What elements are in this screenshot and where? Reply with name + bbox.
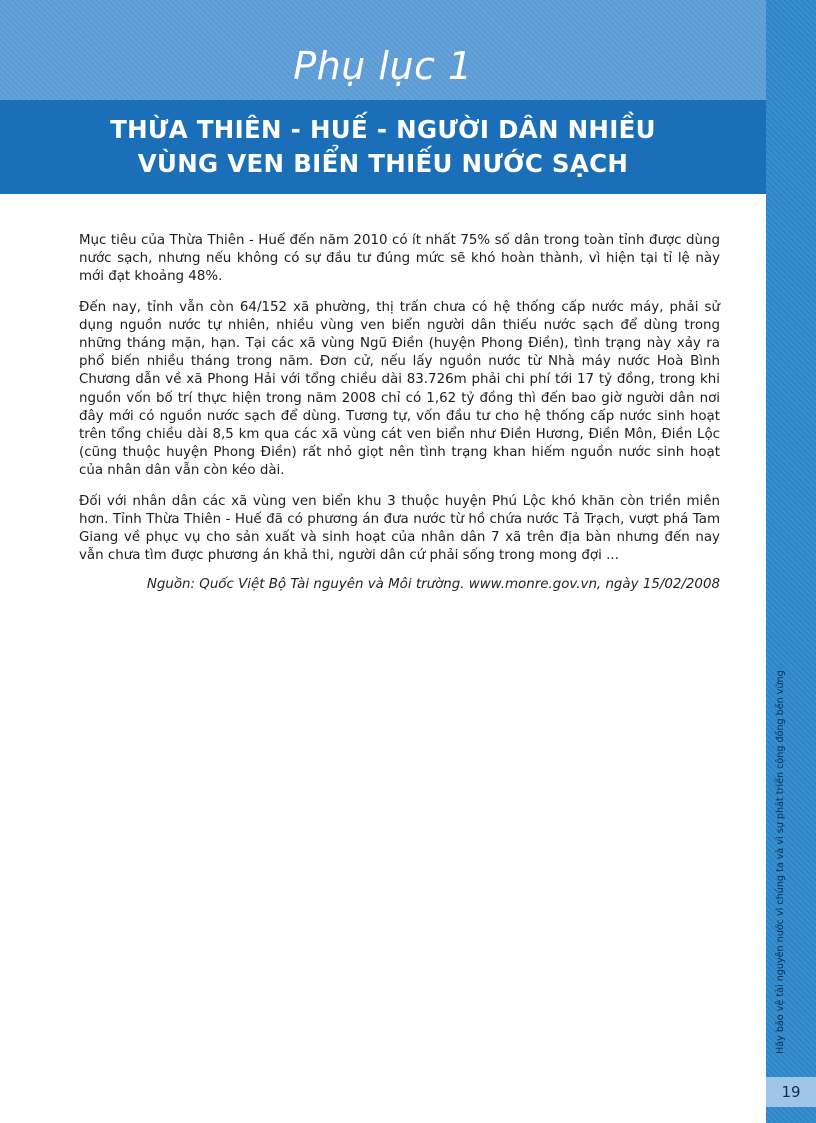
side-bar — [766, 0, 816, 1123]
page-number: 19 — [781, 1083, 801, 1101]
source-citation: Nguồn: Quốc Việt Bộ Tài nguyên và Môi trường. www.monre.gov.vn, ngày 15/02/2008 — [146, 577, 720, 593]
page-title-line-1: THỪA THIÊN - HUẾ - NGƯỜI DÂN NHIỀU — [110, 115, 656, 144]
title-band — [0, 100, 766, 194]
appendix-label: Phụ lục 1 — [293, 44, 473, 88]
paragraph-3: Đối với nhân dân các xã vùng ven biển khu 3 thuộc huyện Phú Lộc khó khăn còn triền miên hơn. Tỉnh Thừa Thiên - Huế đã có phương án đưa nước từ hồ chứa nước Tả Trạch, vượt phá Tam Giang về phục vụ cho sản xuất và sinh hoạt của nhân dân 7 xã trên địa bàn nhưng đến nay vẫn chưa tìm được phương án khả thi, người dân cứ phải sống trong mong đợi ... — [79, 493, 720, 564]
page-title-line-2: VÙNG VEN BIỂN THIẾU NƯỚC SẠCH — [137, 149, 629, 178]
paragraph-1: Mục tiêu của Thừa Thiên - Huế đến năm 2010 có ít nhất 75% số dân trong toàn tỉnh được dùng nước sạch, nhưng nếu không có sự đầu tư đúng mức sẽ khó hoàn thành, vì hiện tại tỉ lệ này mới đạt khoảng 48%. — [79, 233, 720, 285]
side-bar-slogan: Hãy bảo vệ tài nguyên nước vì chúng ta và vì sự phát triển cộng đồng bền vững — [775, 670, 786, 1054]
paragraph-2: Đến nay, tỉnh vẫn còn 64/152 xã phường, thị trấn chưa có hệ thống cấp nước máy, phải sử dụng nguồn nước tự nhiên, nhiều vùng ven biển người dân thiếu nước sạch để dùng trong những tháng mặn, hạn. Tại các xã vùng Ngũ Điền (huyện Phong Điền), tình trạng này xảy ra phổ biến nhiều tháng trong năm. Đơn cử, nếu lấy nguồn nước từ Nhà máy nước Hoà Bình Chương dẫn về xã Phong Hải với tổng chiều dài 83.726m phải chi phí tới 17 tỷ đồng, trong khi nguồn vốn bố trí thực hiện trong năm 2008 chỉ có 1,62 tỷ đồng thì đến bao giờ người dân nơi đây mới có nguồn nước sạch để dùng. Tương tự, vốn đầu tư cho hệ thống cấp nước sinh hoạt trên tổng chiều dài 8,5 km qua các xã vùng cát ven biển như Điền Hương, Điền Môn, Điền Lộc (cũng thuộc huyện Phong Điền) rất nhỏ giọt nên tình trạng khan hiếm nguồn nước sinh hoạt của nhân dân vẫn còn kéo dài. — [79, 299, 720, 479]
article-body — [79, 232, 720, 607]
page-number-box — [766, 1077, 816, 1107]
